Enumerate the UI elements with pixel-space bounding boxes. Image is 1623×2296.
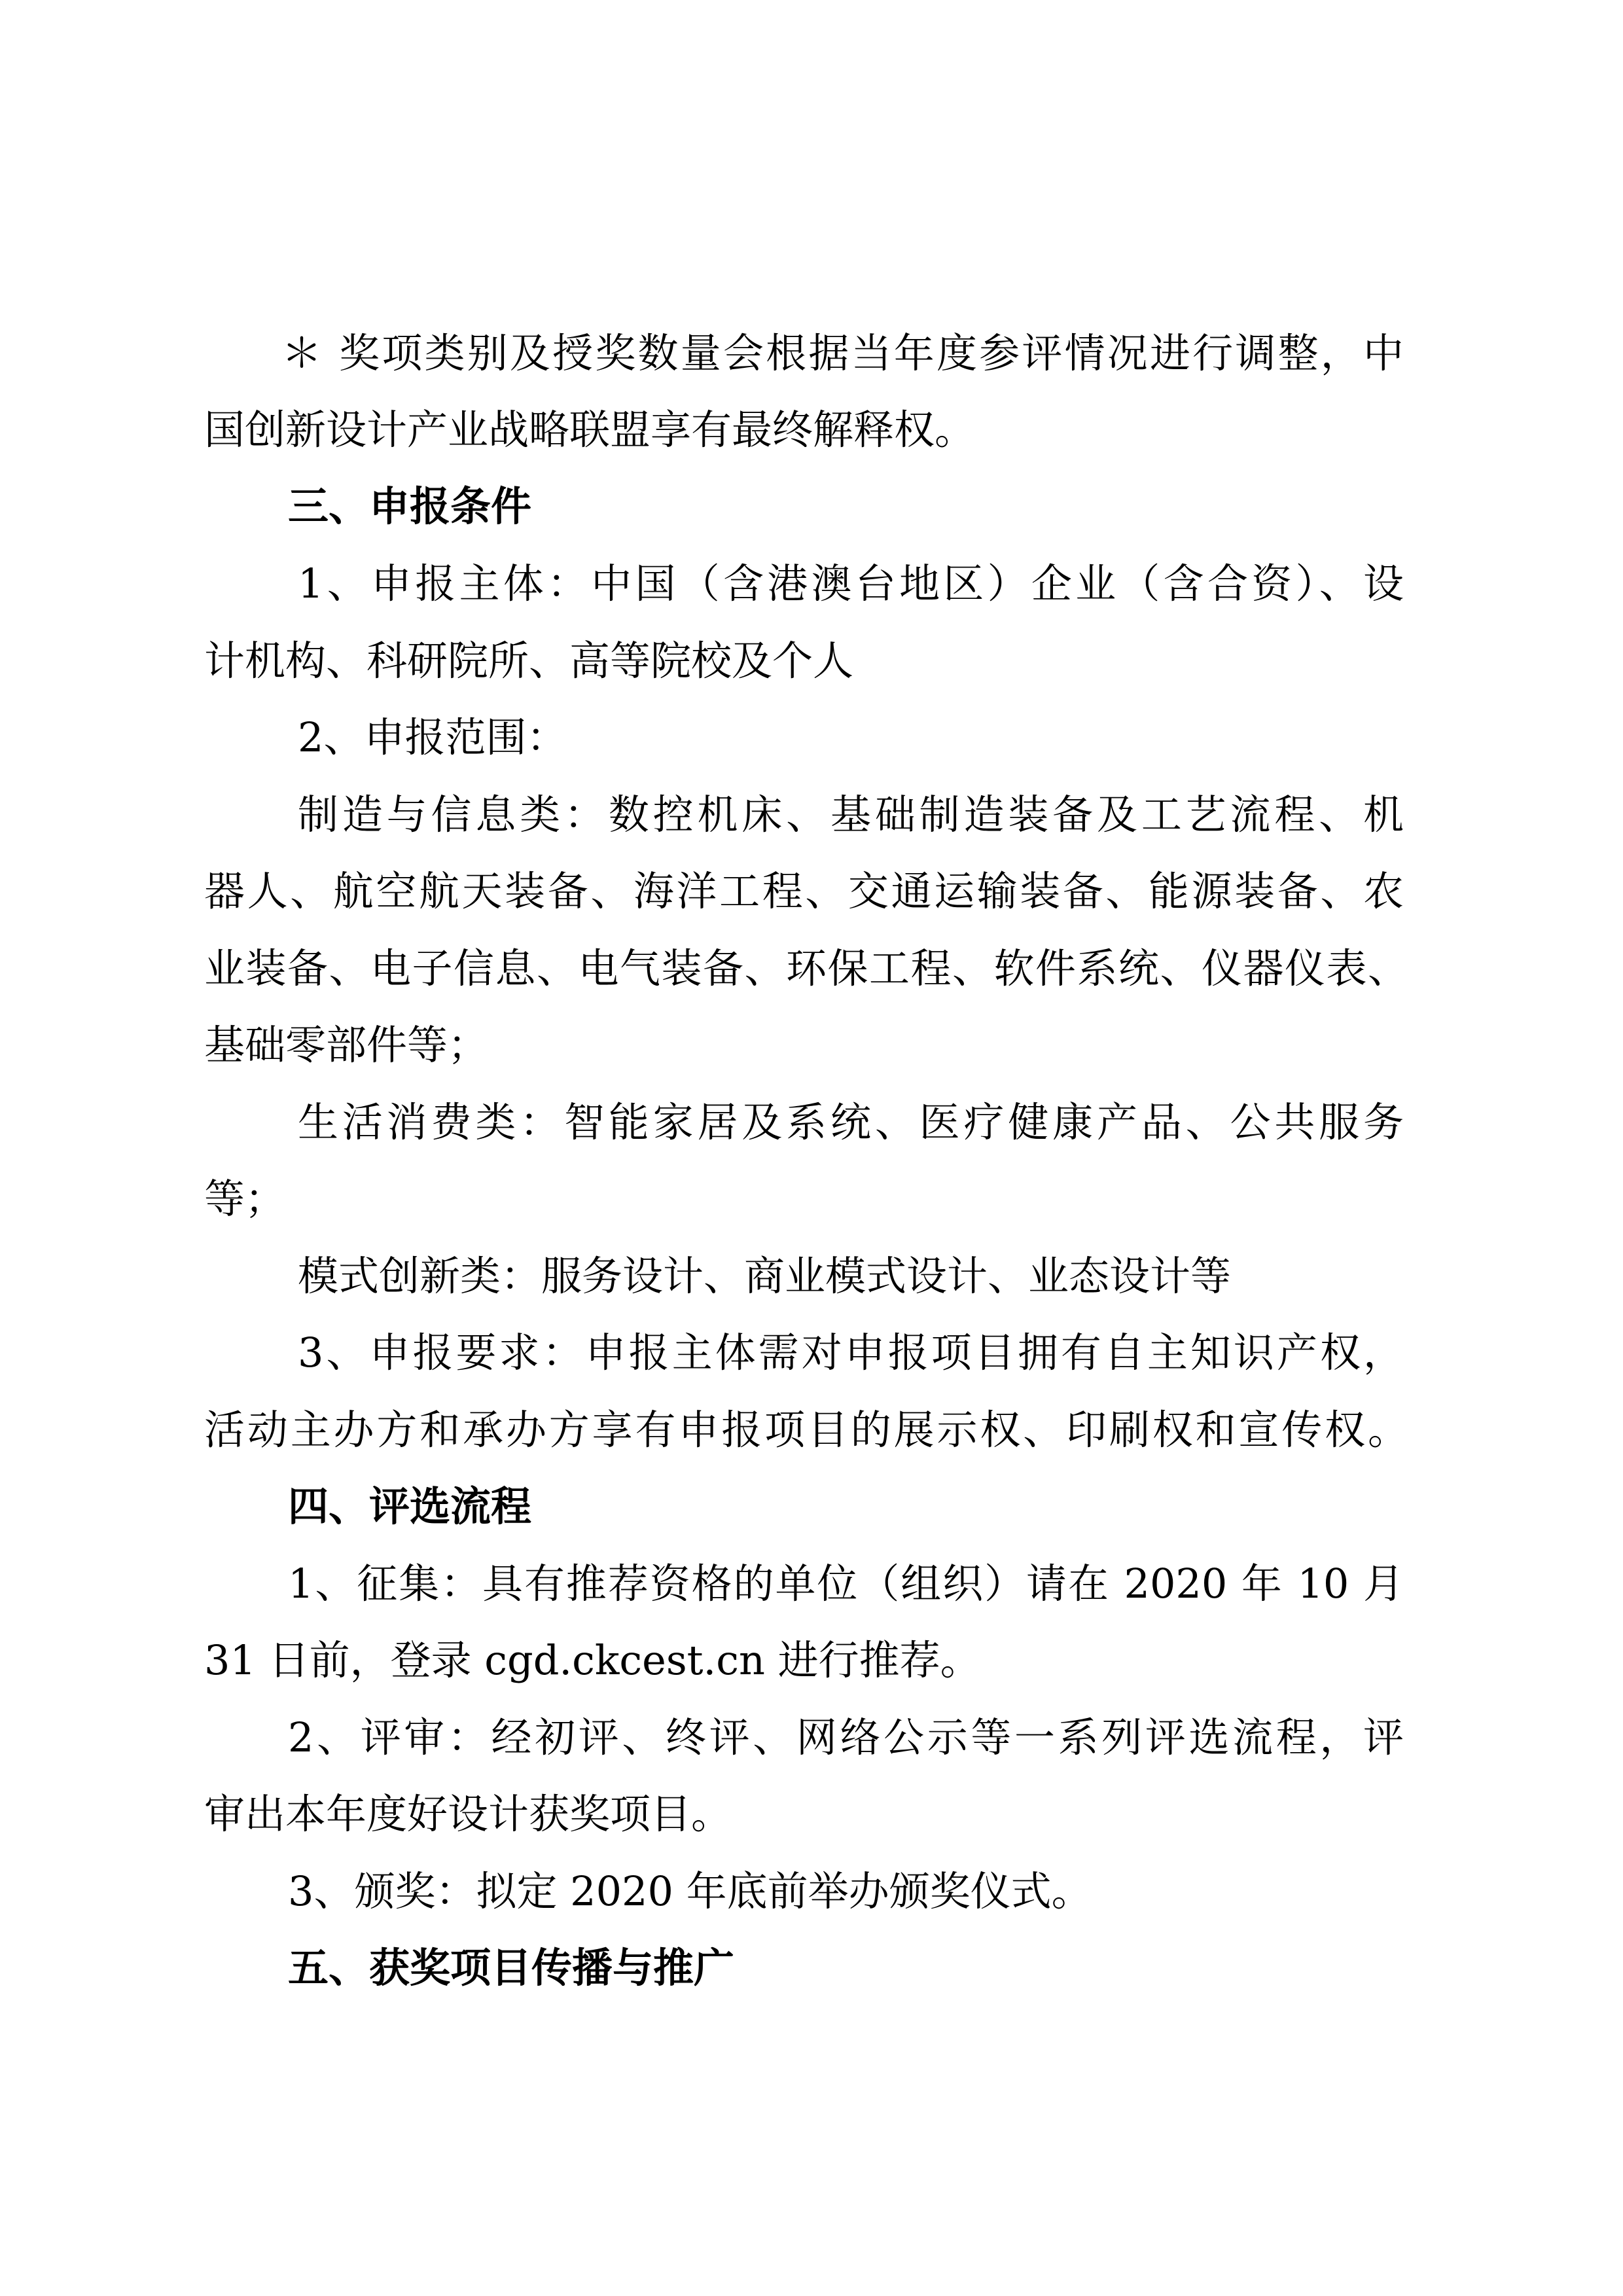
section-4-item-3: 3、颁奖：拟定 2020 年底前举办颁奖仪式。 — [288, 1867, 1092, 1915]
manufacturing-line-4: 基础零部件等； — [204, 1021, 489, 1069]
section-3-item-3-line-2: 活动主办方和承办方享有申报项目的展示权、印刷权和宣传权。 — [204, 1406, 1408, 1454]
section-3-item-1-line-1: 1、申报主体：中国（含港澳台地区）企业（含合资）、设 — [298, 560, 1404, 607]
manufacturing-line-2: 器人、航空航天装备、海洋工程、交通运输装备、能源装备、农 — [204, 867, 1404, 915]
note-line-1: ＊ 奖项类别及授奖数量会根据当年度参评情况进行调整，中 — [281, 329, 1404, 377]
section-3-heading: 三、申报条件 — [288, 482, 532, 530]
section-5-heading: 五、获奖项目传播与推广 — [288, 1944, 735, 1992]
section-4-item-2-line-1: 2、评审：经初评、终评、网络公示等一系列评选流程，评 — [288, 1713, 1404, 1761]
section-4-item-1-line-2: 31 日前，登录 cgd.ckcest.cn 进行推荐。 — [204, 1636, 981, 1684]
section-3-item-3-line-1: 3、申报要求：申报主体需对申报项目拥有自主知识产权， — [298, 1329, 1404, 1376]
section-3-item-2: 2、申报范围： — [298, 713, 567, 761]
manufacturing-line-3: 业装备、电子信息、电气装备、环保工程、软件系统、仪器仪表、 — [204, 944, 1408, 992]
section-4-heading: 四、评选流程 — [288, 1482, 532, 1530]
section-4-item-1-line-1: 1、征集：具有推荐资格的单位（组织）请在 2020 年 10 月 — [288, 1560, 1404, 1607]
section-3-item-1-line-2: 计机构、科研院所、高等院校及个人 — [204, 637, 854, 685]
manufacturing-line-1: 制造与信息类：数控机床、基础制造装备及工艺流程、机 — [298, 791, 1404, 838]
model-innovation-line: 模式创新类：服务设计、商业模式设计、业态设计等 — [298, 1252, 1232, 1300]
consumer-line-2: 等； — [204, 1175, 286, 1223]
note-line-2: 国创新设计产业战略联盟享有最终解释权。 — [204, 406, 976, 454]
section-4-item-2-line-2: 审出本年度好设计获奖项目。 — [204, 1790, 732, 1838]
consumer-line-1: 生活消费类：智能家居及系统、医疗健康产品、公共服务 — [298, 1098, 1404, 1146]
